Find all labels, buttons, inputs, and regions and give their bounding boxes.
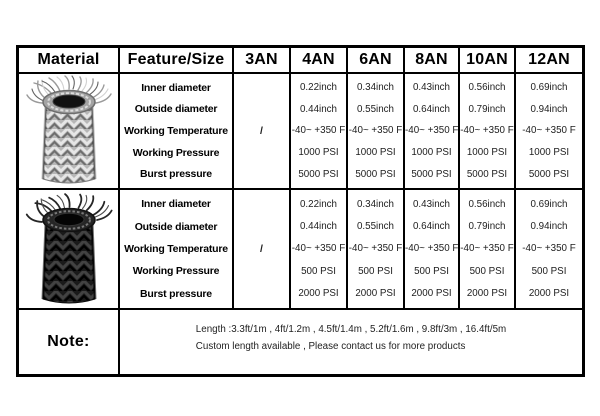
col-6an-values: [348, 74, 405, 190]
spec-value: 500 PSI: [414, 265, 449, 277]
col-10an-values: [460, 190, 516, 310]
header-col-8an: 8AN: [405, 48, 460, 74]
spec-value: 0.22inch: [299, 82, 338, 94]
spec-value: 0.94inch: [530, 103, 568, 115]
col-12an-values: [516, 74, 582, 190]
spec-value: 5000 PSI: [355, 168, 396, 180]
spec-value: 1000 PSI: [528, 147, 570, 159]
col-3an-na: /: [234, 190, 291, 310]
spec-value: 0.64inch: [412, 103, 451, 115]
spec-value: 0.22inch: [299, 198, 338, 210]
spec-value: 0.79inch: [468, 221, 506, 233]
spec-value: 2000 PSI: [355, 288, 396, 300]
header-col-6an: 6AN: [348, 48, 405, 74]
spec-value: -40~ +350 F: [405, 125, 459, 137]
col-12an-values: [516, 190, 582, 310]
spec-value: -40~ +350 F: [348, 243, 403, 255]
feature-list: [120, 190, 234, 310]
spec-value: 1000 PSI: [355, 147, 396, 159]
spec-value: 2000 PSI: [466, 288, 508, 300]
col-4an-values: [291, 190, 348, 310]
feature-label: Working Temperature: [124, 242, 228, 255]
feature-label: Burst pressure: [140, 287, 212, 300]
spec-value: 0.55inch: [356, 103, 395, 115]
spec-value: 0.64inch: [412, 221, 451, 233]
spec-value: 0.44inch: [299, 103, 338, 115]
feature-label: Outside diameter: [134, 103, 218, 116]
header-col-10an: 10AN: [460, 48, 516, 74]
spec-value: 0.56inch: [468, 82, 506, 94]
feature-label: Working Pressure: [132, 265, 220, 278]
note-content: [120, 310, 582, 374]
spec-value: 2000 PSI: [411, 288, 452, 300]
spec-value: -40~ +350 F: [405, 243, 459, 255]
spec-value: 0.43inch: [412, 198, 451, 210]
spec-value: 0.44inch: [299, 221, 338, 233]
spec-value: 5000 PSI: [411, 168, 452, 180]
feature-label: Outside diameter: [134, 220, 218, 233]
col-4an-values: [291, 74, 348, 190]
material-cell-black-nylon: [19, 190, 120, 310]
header-col-feature-size: Feature/Size: [120, 48, 234, 74]
col-10an-values: [460, 74, 516, 190]
spec-value: 1000 PSI: [298, 147, 339, 159]
spec-value: -40~ +350 F: [522, 243, 576, 255]
spec-value: -40~ +350 F: [291, 125, 346, 137]
spec-value: 2000 PSI: [528, 288, 570, 300]
note-line-1: Length :3.3ft/1m , 4ft/1.2m , 4.5ft/1.4m , 5.2ft/1.6m , 9.8ft/3m , 16.4ft/5m: [195, 324, 507, 336]
spec-value: 0.34inch: [356, 82, 395, 94]
black-hose-image: [21, 191, 117, 307]
feature-label: Burst pressure: [140, 168, 212, 181]
spec-value: 0.69inch: [530, 82, 568, 94]
spec-value: 500 PSI: [301, 265, 336, 277]
spec-value: 0.34inch: [356, 198, 395, 210]
spec-table: [16, 45, 585, 377]
spec-value: 0.79inch: [468, 103, 506, 115]
spec-value: -40~ +350 F: [460, 243, 514, 255]
note-label: Note:: [19, 310, 120, 374]
spec-value: -40~ +350 F: [291, 243, 346, 255]
spec-value: 500 PSI: [358, 265, 393, 277]
spec-value: 500 PSI: [531, 265, 567, 277]
spec-value: 5000 PSI: [298, 168, 339, 180]
feature-label: Working Pressure: [132, 146, 220, 159]
spec-value: -40~ +350 F: [522, 125, 576, 137]
note-line-2: Custom length available , Please contact us for more products: [195, 341, 466, 352]
spec-value: 2000 PSI: [298, 288, 339, 300]
spec-value: 0.69inch: [530, 198, 568, 210]
col-3an-na: /: [234, 74, 291, 190]
note-text: [196, 322, 506, 356]
spec-value: 500 PSI: [469, 265, 505, 277]
col-8an-values: [405, 74, 460, 190]
header-col-3an: 3AN: [234, 48, 291, 74]
spec-value: -40~ +350 F: [460, 125, 514, 137]
feature-list: [120, 74, 234, 190]
spec-value: 0.55inch: [356, 221, 395, 233]
spec-value: 1000 PSI: [411, 147, 452, 159]
feature-label: Working Temperature: [124, 124, 228, 137]
spec-value: 5000 PSI: [466, 168, 508, 180]
stainless-hose-image: [22, 75, 116, 187]
header-col-material: Material: [19, 48, 120, 74]
feature-label: Inner diameter: [141, 81, 211, 94]
header-col-12an: 12AN: [516, 48, 582, 74]
col-8an-values: [405, 190, 460, 310]
header-col-4an: 4AN: [291, 48, 348, 74]
material-cell-stainless: [19, 74, 120, 190]
spec-value: 0.56inch: [468, 198, 506, 210]
spec-value: 5000 PSI: [528, 168, 570, 180]
spec-value: 0.94inch: [530, 221, 568, 233]
col-6an-values: [348, 190, 405, 310]
spec-value: 0.43inch: [412, 82, 451, 94]
spec-value: 1000 PSI: [466, 147, 508, 159]
feature-label: Inner diameter: [141, 198, 211, 211]
spec-value: -40~ +350 F: [348, 125, 403, 137]
